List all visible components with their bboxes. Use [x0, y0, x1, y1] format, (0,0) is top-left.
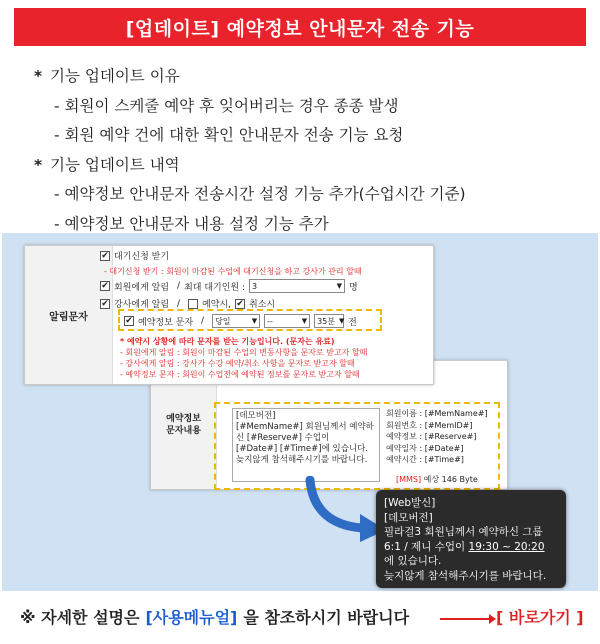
- list-item: - 회원 예약 건에 대한 확인 안내문자 전송 기능 요청: [54, 126, 404, 144]
- waitlist-note: - 대기신청 받기 : 회원이 마감된 수업에 대기신청을 하고 강사가 관리 할때: [104, 267, 362, 276]
- trainer-notice-checkbox[interactable]: ✔: [101, 298, 109, 309]
- bullet-star: *: [34, 67, 43, 85]
- section-heading: [34, 151, 466, 181]
- list-item: - 예약정보 안내문자 내용 설정 기능 추가: [54, 214, 329, 233]
- mms-tag: [MMS]: [396, 475, 422, 484]
- sms-time: 19:30 ~ 20:20: [468, 540, 545, 553]
- variable-item[interactable]: 회원이름 : [#MemName#]: [386, 409, 488, 418]
- message-line: [데모버전]: [236, 411, 276, 421]
- waitlist-row: [100, 249, 169, 262]
- variable-item[interactable]: 회원번호 : [#MemID#]: [386, 420, 473, 430]
- max-wait-select[interactable]: 3 ▼: [249, 279, 345, 293]
- usage-note: * 예약시 상황에 따라 문자를 받는 기능입니다. (문자는 유료): [120, 337, 335, 346]
- waitlist-label: 대기신청 받기: [114, 252, 170, 262]
- bullet-star: *: [34, 155, 43, 174]
- separator: /: [177, 298, 181, 309]
- goto-button[interactable]: [ 바로가기 ]: [496, 608, 584, 627]
- chevron-down-icon: ▼: [251, 317, 258, 325]
- chevron-down-icon: ▼: [301, 317, 308, 325]
- waitlist-checkbox[interactable]: ✔: [101, 250, 109, 261]
- manual-link[interactable]: [사용메뉴얼]: [145, 608, 238, 627]
- footer-text: ※ 자세한 설명은: [20, 608, 140, 627]
- separator: /: [177, 281, 181, 291]
- separator: /: [201, 316, 205, 326]
- sms-line: 필라걸3 회원님께서 예약하신 그룹: [384, 526, 543, 538]
- page-title: [업데이트] 예약정보 안내문자 전송 기능: [14, 8, 586, 46]
- sms-line: [데모버전]: [384, 511, 433, 524]
- footer-text: 을 참조하시기 바랍니다: [243, 608, 410, 627]
- heading-text: 기능 업데이트 이유: [50, 67, 180, 85]
- chevron-down-icon: ▼: [339, 317, 345, 325]
- max-wait-label: 최대 대기인원 :: [184, 282, 245, 293]
- notification-label: 알림문자: [25, 246, 113, 384]
- minute-select[interactable]: 35분 ▼: [314, 314, 344, 328]
- variable-item[interactable]: 예약일자 : [#Date#]: [386, 443, 464, 453]
- chevron-down-icon: ▼: [336, 282, 342, 290]
- footer-note: [20, 605, 409, 628]
- message-line: [#Date#] [#Time#]에 있습니다.: [236, 444, 369, 454]
- reserve-checkbox[interactable]: [188, 299, 198, 309]
- sms-preview: [376, 490, 566, 588]
- sms-line: 6:1 / 제니 수업이 19:30 ~ 20:20: [384, 540, 545, 553]
- variable-item[interactable]: 예약시간 : [#Time#]: [386, 455, 464, 464]
- highlight-box-settings: [118, 309, 382, 331]
- message-content-label: 예약정보 문자내용: [151, 361, 217, 489]
- info-msg-label: 예약정보 문자: [138, 317, 194, 328]
- usage-note: - 회원에게 알림 : 회원이 마감된 수업의 변동사항을 문자로 받고자 할때: [120, 348, 368, 357]
- cancel-label: 취소시: [249, 300, 276, 310]
- list-item: - 예약정보 안내문자 전송시간 설정 기능 추가(수업시간 기준): [54, 185, 466, 203]
- usage-note: - 강사에게 알림 : 강사가 수강 예약/취소 사항을 문자로 받고자 할때: [120, 359, 355, 368]
- arrow-right-icon: [440, 618, 490, 620]
- day-select[interactable]: 당일 ▼: [212, 314, 260, 328]
- heading-text: 기능 업데이트 내역: [50, 155, 180, 174]
- usage-note: - 예약정보 문자 : 회원이 수업전에 예약된 정보를 문자로 받고자 할때: [120, 370, 360, 379]
- member-notice-row: [100, 279, 358, 293]
- time-select[interactable]: -- ▼: [264, 314, 310, 328]
- info-msg-checkbox[interactable]: ✔: [125, 316, 133, 326]
- message-line: 신 [#Reserve#] 수업이: [236, 433, 330, 443]
- unit-label: 명: [349, 282, 358, 293]
- cancel-checkbox[interactable]: ✔: [236, 298, 244, 309]
- message-line: [#MemName#] 회원님께서 예약하: [236, 422, 374, 432]
- sms-line: [Web발신]: [384, 497, 436, 509]
- member-notice-label: 회원에게 알림: [114, 282, 170, 293]
- before-label: 전: [348, 317, 357, 328]
- trainer-notice-label: 강사에게 알림: [114, 300, 170, 310]
- byte-count: 예상 146 Byte: [423, 475, 478, 484]
- sms-line: 에 있습니다.: [384, 555, 442, 567]
- reserve-label: 예약시,: [202, 300, 232, 310]
- message-line: 늦지않게 참석해주시기를 바랍니다.: [236, 455, 368, 465]
- section-heading: [34, 62, 466, 92]
- list-item: - 회원이 스케줄 예약 후 잊어버리는 경우 종종 발생: [54, 96, 399, 115]
- variable-item[interactable]: 예약정보 : [#Reserve#]: [386, 432, 477, 441]
- update-summary: [34, 62, 466, 239]
- sms-line: 늦지않게 참석해주시기를 바랍니다.: [384, 569, 547, 582]
- member-notice-checkbox[interactable]: ✔: [101, 281, 109, 291]
